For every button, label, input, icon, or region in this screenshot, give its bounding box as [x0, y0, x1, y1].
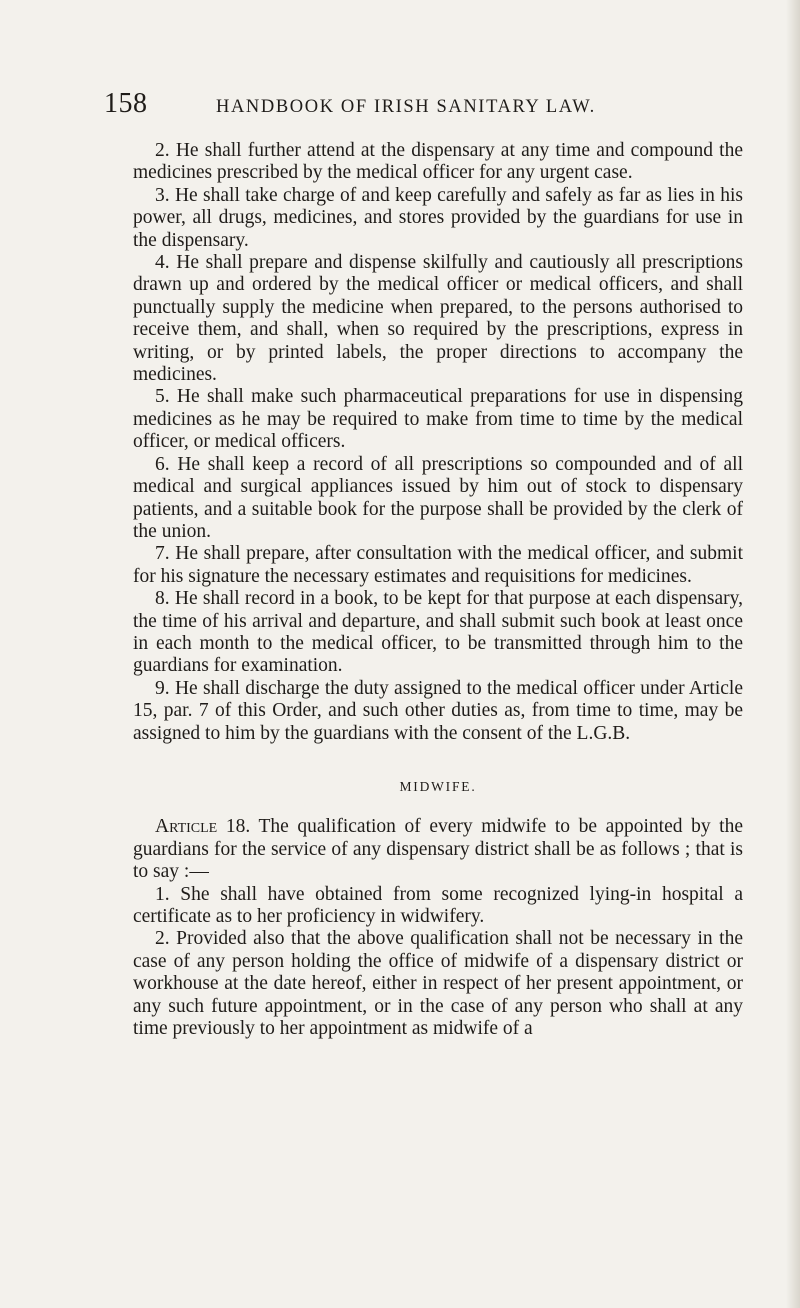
paragraph-clause-5: 5. He shall make such pharmaceutical preparations for use in dispensing medicines as he may be required to make from time to time by the medical officer, or medical officers. [133, 386, 743, 453]
section-heading-midwife: MIDWIFE. [399, 778, 477, 794]
paragraph-clause-8: 8. He shall record in a book, to be kept for that purpose at each dispensary, the time of his arrival and departure, and shall submit such book at least once in each month to the medical officer, to be transmitted through him to the guardians for examination. [133, 588, 743, 677]
paragraph-midwife-2: 2. Provided also that the above qualification shall not be necessary in the case of any person holding the office of midwife of a dispensary district or workhouse at the date hereof, either in respect of her present appointment, or any such future appointment, or in the case of any person who shall at any time previously to her appointment as midwife of a [133, 928, 743, 1040]
page-body [133, 140, 743, 1040]
article-text: The qualification of every midwife to be appointed by the guardians for the service of any dispensary district shall be as follows ; that is to say :— [133, 816, 743, 883]
paragraph-clause-4: 4. He shall prepare and dispense skilfully and cautiously all prescriptions drawn up and ordered by the medical officer or medical officers, and shall punctually supply the medicine when prepared, to the persons authorised to receive them, and shall, when so required by the prescriptions, express in writing, or by printed labels, the proper directions to accompany the medicines. [133, 252, 743, 386]
paragraph-clause-3: 3. He shall take charge of and keep carefully and safely as far as lies in his power, all drugs, medicines, and stores provided by the guardians for use in the dispensary. [133, 184, 743, 251]
running-title: HANDBOOK OF IRISH SANITARY LAW. [216, 97, 596, 117]
paragraph-midwife-1: 1. She shall have obtained from some recognized lying-in hospital a certificate as to her proficiency in widwifery. [133, 883, 743, 927]
paragraph-clause-7: 7. He shall prepare, after consultation with the medical officer, and submit for his signature the necessary estimates and requisitions for medicines. [133, 543, 743, 587]
page-edge-shadow [786, 0, 800, 1308]
running-header [104, 88, 724, 122]
page-number: 158 [104, 88, 148, 119]
paragraph-clause-6: 6. He shall keep a record of all prescriptions so compounded and of all medical and surgical appliances issued by him out of stock to dispensary patients, and a suitable book for the purpose shall be provided by the clerk of the union. [133, 453, 743, 542]
paragraph-clause-2: 2. He shall further attend at the dispensary at any time and compound the medicines prescribed by the medical officer for any urgent case. [133, 140, 743, 184]
article-18-paragraph [133, 816, 743, 883]
article-lead: Article 18. [155, 816, 251, 838]
paragraph-clause-9: 9. He shall discharge the duty assigned to the medical officer under Article 15, par. 7 of this Order, and such other duties as, from time to time, may be assigned to him by the guardians with the consent of the L.G.B. [133, 677, 743, 744]
